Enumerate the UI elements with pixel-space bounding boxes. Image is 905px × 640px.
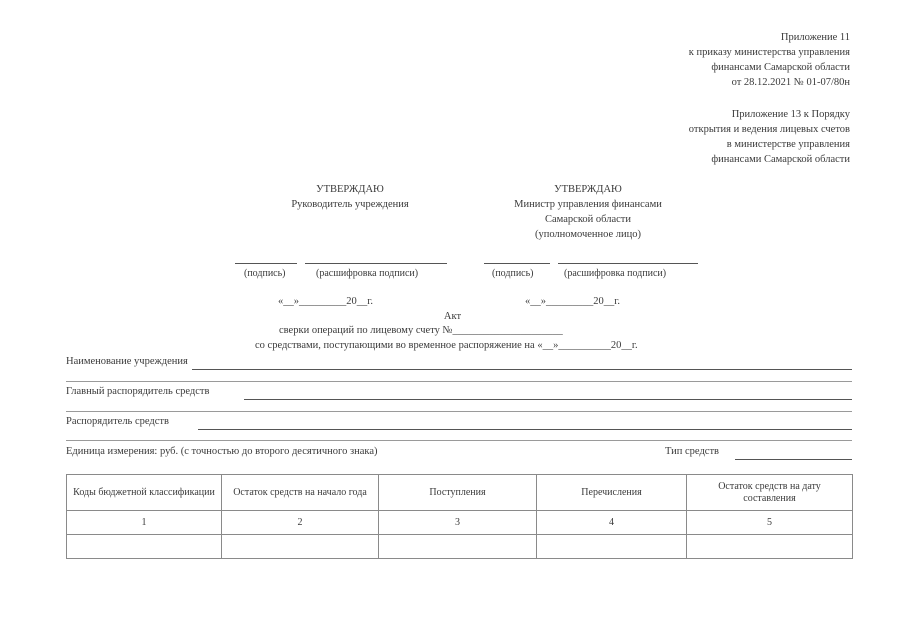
manager-label: Распорядитель средств (66, 416, 169, 427)
appendix-11-block (689, 30, 850, 90)
approve-right-block (478, 182, 698, 242)
header-cell: Остаток средств на начало года (222, 475, 379, 511)
appendix-11-line: к приказу министерства управления (688, 47, 850, 58)
header-cell: Остаток средств на дату составления (687, 475, 853, 511)
institution-label: Наименование учреждения (66, 356, 188, 367)
appendix-13-line: Приложение 13 к Порядку (731, 109, 850, 120)
approve-right-title: УТВЕРЖДАЮ (554, 184, 622, 195)
approve-right-role: (уполномоченное лицо) (534, 229, 642, 240)
decode-line-right (558, 263, 698, 264)
appendix-11-line: финансами Самарской области (711, 62, 850, 73)
appendix-11-line: Приложение 11 (780, 32, 850, 43)
appendix-13-line: открытия и ведения лицевых счетов (688, 124, 850, 135)
main-manager-label: Главный распорядитель средств (66, 386, 210, 397)
signature-line-left (235, 263, 297, 264)
date-right: «__»_________20__г. (525, 296, 620, 307)
table-cell[interactable] (67, 535, 222, 559)
header-cell: Перечисления (537, 475, 687, 511)
act-title: Акт (443, 311, 462, 322)
column-number: 2 (222, 511, 379, 535)
appendix-13-line: в министерстве управления (726, 139, 850, 150)
decode-label-right: (расшифровка подписи) (564, 268, 667, 279)
main-manager-input-line[interactable] (244, 399, 852, 400)
funds-type-input-line[interactable] (735, 459, 852, 460)
approve-left-title: УТВЕРЖДАЮ (316, 184, 384, 195)
institution-input-line[interactable] (192, 369, 852, 370)
table-row (67, 535, 853, 559)
column-number: 4 (537, 511, 687, 535)
table-cell[interactable] (687, 535, 853, 559)
act-subtitle-line2: со средствами, поступающими во временное распоряжение на «__»__________20__г. (255, 340, 638, 351)
divider (66, 411, 852, 412)
approve-left-role: Руководитель учреждения (291, 199, 409, 210)
table-cell[interactable] (379, 535, 537, 559)
date-left: «__»_________20__г. (278, 296, 373, 307)
reconciliation-table (66, 474, 853, 559)
header-cell: Коды бюджетной классификации (67, 475, 222, 511)
table-cell[interactable] (537, 535, 687, 559)
appendix-13-block (689, 107, 850, 167)
divider (66, 440, 852, 441)
signature-line-right (484, 263, 550, 264)
approve-right-role: Самарской области (545, 214, 631, 225)
table-cell[interactable] (222, 535, 379, 559)
approve-left-block (250, 182, 450, 212)
divider (66, 381, 852, 382)
act-subtitle-line1: сверки операций по лицевому счету №_____________________ (279, 325, 563, 336)
appendix-13-line: финансами Самарской области (711, 154, 850, 165)
column-number: 3 (379, 511, 537, 535)
decode-line-left (305, 263, 447, 264)
column-number: 5 (687, 511, 853, 535)
approve-right-role: Министр управления финансами (514, 199, 662, 210)
header-cell: Поступления (379, 475, 537, 511)
table-header-row (67, 475, 853, 511)
signature-label-left: (подпись) (244, 268, 286, 279)
funds-type-label: Тип средств (665, 446, 719, 457)
appendix-11-line: от 28.12.2021 № 01-07/80н (731, 77, 850, 88)
decode-label-left: (расшифровка подписи) (316, 268, 419, 279)
signature-label-right: (подпись) (492, 268, 534, 279)
unit-label: Единица измерения: руб. (с точностью до второго десятичного знака) (66, 446, 378, 457)
table-number-row (67, 511, 853, 535)
column-number: 1 (67, 511, 222, 535)
manager-input-line[interactable] (198, 429, 852, 430)
